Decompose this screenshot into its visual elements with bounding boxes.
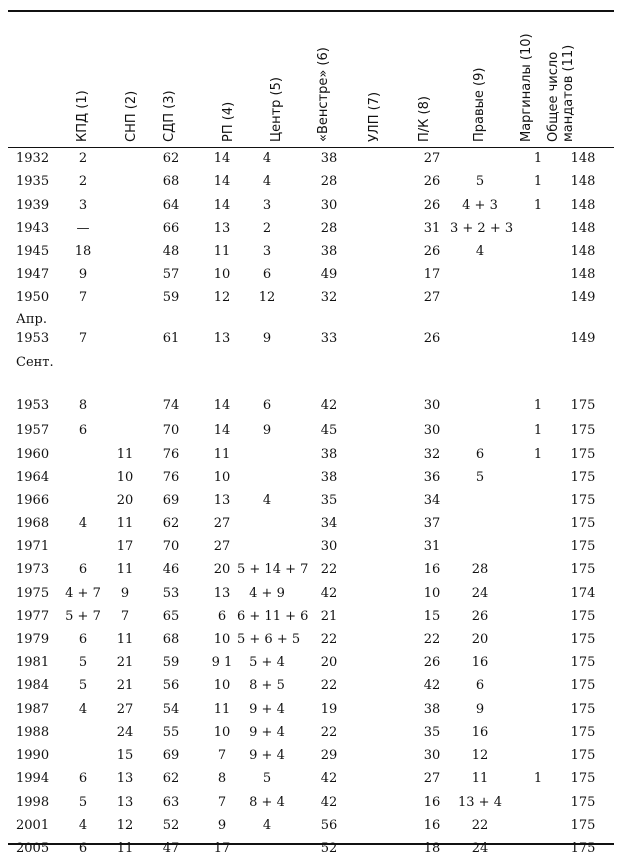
- table-cell: 11: [213, 702, 231, 717]
- table-cell: 3: [262, 198, 272, 213]
- table-cell: 38: [320, 470, 338, 485]
- table-cell: 8 + 5: [249, 678, 285, 693]
- table-cell: 45: [320, 423, 338, 438]
- year-cell: 1935: [16, 174, 50, 189]
- table-cell: 175: [570, 771, 596, 786]
- table-cell: 12: [213, 290, 231, 305]
- table-cell: 28: [320, 174, 338, 189]
- table-cell: 11: [116, 632, 134, 647]
- table-cell: 4 + 9: [249, 586, 285, 601]
- year-cell: 1953: [16, 331, 50, 346]
- table-cell: 2: [78, 151, 88, 166]
- table-cell: 56: [162, 678, 180, 693]
- table-cell: 148: [570, 174, 596, 189]
- table-cell: 14: [213, 174, 231, 189]
- table-cell: 4: [262, 151, 272, 166]
- table-cell: 14: [213, 423, 231, 438]
- table-cell: 148: [570, 244, 596, 259]
- table-cell: 10: [423, 586, 441, 601]
- table-cell: 6: [78, 562, 88, 577]
- table-cell: 16: [423, 795, 441, 810]
- table-cell: 16: [423, 818, 441, 833]
- table-cell: 69: [162, 493, 180, 508]
- table-cell: 1: [533, 447, 543, 462]
- table-cell: 20: [471, 632, 489, 647]
- table-cell: 76: [162, 470, 180, 485]
- table-cell: 8: [217, 771, 227, 786]
- table-cell: 5 + 4: [249, 655, 285, 670]
- table-cell: 7: [78, 331, 88, 346]
- table-cell: 1: [533, 198, 543, 213]
- table-cell: 42: [320, 795, 338, 810]
- table-cell: 52: [320, 841, 338, 856]
- table-cell: 34: [423, 493, 441, 508]
- table-cell: 4: [475, 244, 485, 259]
- table-cell: 175: [570, 725, 596, 740]
- table-cell: 6 + 11 + 6: [237, 609, 309, 624]
- table-cell: 7: [120, 609, 130, 624]
- table-cell: 16: [471, 655, 489, 670]
- table-cell: 24: [116, 725, 134, 740]
- table-cell: 1: [533, 771, 543, 786]
- table-cell: 14: [213, 198, 231, 213]
- table-cell: 27: [423, 771, 441, 786]
- table-cell: 6: [475, 447, 485, 462]
- column-header-label: СДП (3): [162, 90, 177, 142]
- table-cell: 175: [570, 423, 596, 438]
- table-cell: 9: [475, 702, 485, 717]
- table-cell: 175: [570, 748, 596, 763]
- table-cell: 20: [320, 655, 338, 670]
- year-cell: 1943: [16, 221, 50, 236]
- table-cell: 30: [423, 398, 441, 413]
- table-cell: 1: [533, 398, 543, 413]
- table-cell: 1: [533, 151, 543, 166]
- table-cell: 68: [162, 174, 180, 189]
- year-cell: 1973: [16, 562, 50, 577]
- table-cell: 53: [162, 586, 180, 601]
- table-cell: 42: [320, 586, 338, 601]
- table-cell: 9: [120, 586, 130, 601]
- table-cell: 30: [423, 748, 441, 763]
- table-cell: 11: [213, 244, 231, 259]
- year-cell: 1988: [16, 725, 50, 740]
- table-cell: 17: [423, 267, 441, 282]
- table-cell: 13: [116, 771, 134, 786]
- table-cell: 11: [213, 447, 231, 462]
- table-cell: 10: [213, 678, 231, 693]
- table-cell: 13 + 4: [458, 795, 502, 810]
- table-cell: 175: [570, 632, 596, 647]
- table-cell: 46: [162, 562, 180, 577]
- table-cell: 13: [213, 221, 231, 236]
- year-prefix: Сент.: [16, 355, 54, 370]
- column-header-label: Правые (9): [472, 67, 487, 142]
- table-cell: 34: [320, 516, 338, 531]
- table-cell: 22: [320, 725, 338, 740]
- table-cell: 68: [162, 632, 180, 647]
- table-cell: 10: [213, 267, 231, 282]
- year-cell: 1990: [16, 748, 50, 763]
- table-cell: 6: [262, 398, 272, 413]
- table-cell: 13: [213, 331, 231, 346]
- table-cell: 21: [116, 655, 134, 670]
- table-header-rule: [8, 147, 614, 148]
- table-cell: 24: [471, 586, 489, 601]
- table-cell: 35: [423, 725, 441, 740]
- table-cell: 2: [262, 221, 272, 236]
- table-cell: 27: [213, 539, 231, 554]
- table-cell: 18: [423, 841, 441, 856]
- table-cell: 26: [423, 198, 441, 213]
- table-cell: 175: [570, 539, 596, 554]
- table-cell: 5 + 7: [65, 609, 101, 624]
- table-cell: 175: [570, 516, 596, 531]
- table-cell: 38: [320, 151, 338, 166]
- table-cell: 18: [74, 244, 92, 259]
- table-cell: 6: [217, 609, 227, 624]
- table-cell: 175: [570, 562, 596, 577]
- table-cell: 4: [262, 818, 272, 833]
- table-cell: 26: [471, 609, 489, 624]
- table-cell: 12: [116, 818, 134, 833]
- table-cell: 11: [116, 562, 134, 577]
- column-header-label: Общее число мандатов (11): [546, 44, 576, 142]
- table-cell: 7: [217, 795, 227, 810]
- table-cell: 175: [570, 398, 596, 413]
- year-cell: 1966: [16, 493, 50, 508]
- table-cell: 38: [320, 244, 338, 259]
- table-cell: 24: [471, 841, 489, 856]
- table-cell: 149: [570, 290, 596, 305]
- table-cell: 15: [116, 748, 134, 763]
- table-cell: 27: [423, 151, 441, 166]
- table-cell: 9: [262, 331, 272, 346]
- table-cell: 5 + 14 + 7: [237, 562, 309, 577]
- table-cell: 32: [320, 290, 338, 305]
- table-cell: 175: [570, 609, 596, 624]
- year-cell: 1945: [16, 244, 50, 259]
- table-cell: 27: [213, 516, 231, 531]
- table-cell: 47: [162, 841, 180, 856]
- table-cell: 5: [78, 795, 88, 810]
- table-cell: 19: [320, 702, 338, 717]
- table-cell: 70: [162, 539, 180, 554]
- table-cell: 62: [162, 516, 180, 531]
- table-cell: 1: [533, 174, 543, 189]
- table-cell: 22: [320, 562, 338, 577]
- table-cell: 30: [320, 198, 338, 213]
- table-cell: 62: [162, 771, 180, 786]
- table-cell: 76: [162, 447, 180, 462]
- table-cell: 31: [423, 539, 441, 554]
- table-cell: 2: [78, 174, 88, 189]
- table-cell: 4: [262, 174, 272, 189]
- table-cell: 22: [320, 632, 338, 647]
- table-cell: 4: [78, 516, 88, 531]
- table-cell: 27: [116, 702, 134, 717]
- table-cell: 148: [570, 267, 596, 282]
- year-cell: 1957: [16, 423, 50, 438]
- table-cell: 175: [570, 818, 596, 833]
- year-cell: 1979: [16, 632, 50, 647]
- table-cell: 16: [423, 562, 441, 577]
- table-cell: 38: [320, 447, 338, 462]
- table-cell: 9: [262, 423, 272, 438]
- table-cell: 36: [423, 470, 441, 485]
- table-cell: 8: [78, 398, 88, 413]
- year-cell: 1964: [16, 470, 50, 485]
- table-cell: 6: [262, 267, 272, 282]
- table-cell: 70: [162, 423, 180, 438]
- table-cell: 175: [570, 655, 596, 670]
- column-header-label: П/К (8): [417, 96, 432, 142]
- table-cell: 6: [78, 841, 88, 856]
- year-prefix: Апр.: [16, 312, 47, 327]
- table-cell: 20: [116, 493, 134, 508]
- table-cell: 4 + 3: [462, 198, 498, 213]
- column-header-label: Центр (5): [269, 77, 284, 142]
- table-cell: 175: [570, 841, 596, 856]
- table-cell: 9 + 4: [249, 748, 285, 763]
- table-cell: 4: [78, 818, 88, 833]
- table-cell: 28: [471, 562, 489, 577]
- table-cell: 10: [213, 470, 231, 485]
- table-cell: 12: [471, 748, 489, 763]
- table-cell: 175: [570, 678, 596, 693]
- table-cell: 10: [213, 725, 231, 740]
- year-cell: 2005: [16, 841, 50, 856]
- table-top-rule: [8, 10, 614, 12]
- table-cell: 31: [423, 221, 441, 236]
- table-cell: 48: [162, 244, 180, 259]
- table-cell: 26: [423, 244, 441, 259]
- column-header-label: Маргиналы (10): [519, 33, 534, 142]
- table-cell: 59: [162, 290, 180, 305]
- table-cell: 9 + 4: [249, 725, 285, 740]
- table-cell: 17: [213, 841, 231, 856]
- table-cell: 148: [570, 151, 596, 166]
- year-cell: 1960: [16, 447, 50, 462]
- table-cell: 64: [162, 198, 180, 213]
- table-cell: 6: [78, 771, 88, 786]
- table-cell: 57: [162, 267, 180, 282]
- table-cell: 5 + 6 + 5: [237, 632, 301, 647]
- table-cell: —: [76, 221, 90, 236]
- table-cell: 56: [320, 818, 338, 833]
- table-cell: 49: [320, 267, 338, 282]
- year-cell: 1987: [16, 702, 50, 717]
- table-cell: 10: [213, 632, 231, 647]
- table-cell: 27: [423, 290, 441, 305]
- table-cell: 8 + 4: [249, 795, 285, 810]
- year-cell: 1947: [16, 267, 50, 282]
- table-cell: 28: [320, 221, 338, 236]
- table-cell: 175: [570, 702, 596, 717]
- table-cell: 63: [162, 795, 180, 810]
- table-cell: 1: [533, 423, 543, 438]
- table-cell: 42: [423, 678, 441, 693]
- table-cell: 148: [570, 221, 596, 236]
- year-cell: 1981: [16, 655, 50, 670]
- table-cell: 22: [471, 818, 489, 833]
- table-cell: 15: [423, 609, 441, 624]
- table-cell: 29: [320, 748, 338, 763]
- year-cell: 1932: [16, 151, 50, 166]
- year-cell: 1984: [16, 678, 50, 693]
- table-cell: 148: [570, 198, 596, 213]
- year-cell: 1977: [16, 609, 50, 624]
- table-cell: 149: [570, 331, 596, 346]
- table-cell: 10: [116, 470, 134, 485]
- table-cell: 3: [78, 198, 88, 213]
- table-cell: 174: [570, 586, 596, 601]
- table-cell: 21: [320, 609, 338, 624]
- table-cell: 33: [320, 331, 338, 346]
- table-cell: 22: [423, 632, 441, 647]
- table-cell: 37: [423, 516, 441, 531]
- table-cell: 6: [475, 678, 485, 693]
- table-cell: 9 1: [211, 655, 233, 670]
- table-cell: 38: [423, 702, 441, 717]
- year-cell: 1939: [16, 198, 50, 213]
- table-cell: 14: [213, 398, 231, 413]
- table-cell: 3: [262, 244, 272, 259]
- table-cell: 42: [320, 398, 338, 413]
- year-cell: 2001: [16, 818, 50, 833]
- table-cell: 5: [475, 174, 485, 189]
- table-cell: 9: [217, 818, 227, 833]
- table-cell: 175: [570, 447, 596, 462]
- table-cell: 32: [423, 447, 441, 462]
- table-cell: 69: [162, 748, 180, 763]
- table-cell: 30: [423, 423, 441, 438]
- table-cell: 26: [423, 655, 441, 670]
- table-cell: 55: [162, 725, 180, 740]
- table-cell: 62: [162, 151, 180, 166]
- table-cell: 54: [162, 702, 180, 717]
- table-cell: 7: [78, 290, 88, 305]
- table-cell: 3 + 2 + 3: [450, 221, 514, 236]
- year-cell: 1994: [16, 771, 50, 786]
- table-cell: 175: [570, 493, 596, 508]
- table-cell: 14: [213, 151, 231, 166]
- table-cell: 4: [78, 702, 88, 717]
- table-cell: 26: [423, 174, 441, 189]
- year-cell: 1953: [16, 398, 50, 413]
- table-cell: 4: [262, 493, 272, 508]
- table-cell: 7: [217, 748, 227, 763]
- table-cell: 17: [116, 539, 134, 554]
- table-cell: 5: [78, 678, 88, 693]
- table-cell: 52: [162, 818, 180, 833]
- column-header-label: УЛП (7): [367, 91, 382, 142]
- table-cell: 13: [116, 795, 134, 810]
- table-cell: 42: [320, 771, 338, 786]
- table-cell: 13: [213, 586, 231, 601]
- table-cell: 9: [78, 267, 88, 282]
- column-header-label: СНП (2): [124, 90, 139, 142]
- table-cell: 175: [570, 795, 596, 810]
- table-cell: 5: [262, 771, 272, 786]
- column-header-label: РП (4): [221, 101, 236, 142]
- table-cell: 26: [423, 331, 441, 346]
- table-cell: 61: [162, 331, 180, 346]
- year-cell: 1950: [16, 290, 50, 305]
- table-cell: 74: [162, 398, 180, 413]
- table-cell: 11: [116, 516, 134, 531]
- table-cell: 12: [258, 290, 276, 305]
- table-cell: 5: [475, 470, 485, 485]
- table-cell: 59: [162, 655, 180, 670]
- year-cell: 1998: [16, 795, 50, 810]
- table-cell: 9 + 4: [249, 702, 285, 717]
- table-cell: 11: [116, 841, 134, 856]
- table-cell: 22: [320, 678, 338, 693]
- table-cell: 13: [213, 493, 231, 508]
- table-cell: 35: [320, 493, 338, 508]
- year-cell: 1975: [16, 586, 50, 601]
- year-cell: 1971: [16, 539, 50, 554]
- column-header-label: КПД (1): [75, 90, 90, 142]
- table-cell: 66: [162, 221, 180, 236]
- table-cell: 175: [570, 470, 596, 485]
- table-cell: 6: [78, 632, 88, 647]
- table-cell: 6: [78, 423, 88, 438]
- table-cell: 30: [320, 539, 338, 554]
- table-cell: 65: [162, 609, 180, 624]
- year-cell: 1968: [16, 516, 50, 531]
- column-header-label: «Венстре» (6): [316, 47, 331, 142]
- table-cell: 4 + 7: [65, 586, 101, 601]
- table-cell: 20: [213, 562, 231, 577]
- table-cell: 11: [116, 447, 134, 462]
- table-cell: 5: [78, 655, 88, 670]
- table-cell: 11: [471, 771, 489, 786]
- table-cell: 21: [116, 678, 134, 693]
- table-cell: 16: [471, 725, 489, 740]
